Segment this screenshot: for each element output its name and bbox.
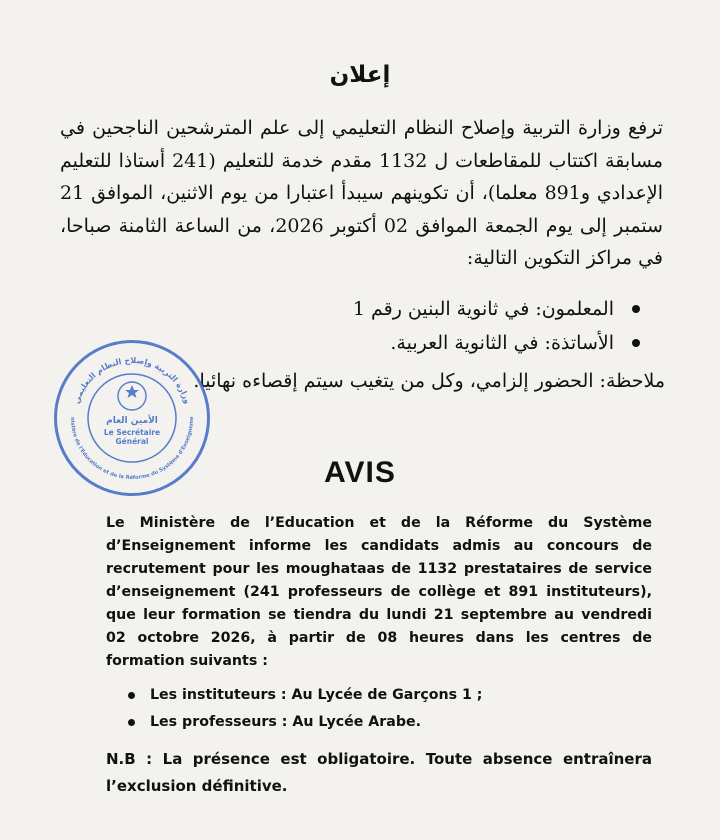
bullet-icon [128, 719, 135, 726]
arabic-note: ملاحظة: الحضور إلزامي، وكل من يتغيب سيتم إقصاءه نهائيا. [193, 370, 665, 392]
stamp-ring-french: nistère de l'Education et de la Réforme du Système d'Enseigneme [68, 416, 196, 482]
french-paragraph: Le Ministère de l’Education et de la Réforme du Système d’Enseignement informe les candidats admis au concours de recrutement pour les moughataas de 1132 prestataires de service d’enseignement (241 professeurs de collège et 891 instituteurs), que leur formation se tiendra du lundi 21 septembre au vendredi 02 octobre 2026, à partir de 08 heures dans les centres de formation suivants : [106, 515, 652, 669]
list-item-text: المعلمون: في ثانوية البنين رقم 1 [352, 298, 614, 320]
stamp-center-french-2: Général [115, 437, 149, 446]
national-emblem-icon [118, 382, 146, 410]
french-note: N.B : La présence est obligatoire. Toute absence entraînera l’exclusion définitive. [106, 750, 652, 795]
list-item-text: Les instituteurs : Au Lycée de Garçons 1 ; [150, 687, 483, 703]
stamp-ring-arabic: وزارة التربية وإصلاح النظام التعليمي [71, 355, 192, 405]
bullet-icon [632, 305, 640, 313]
bullet-icon [128, 692, 135, 699]
list-item [330, 292, 640, 326]
arabic-title: إعلان [329, 62, 391, 88]
list-item [330, 326, 640, 360]
list-item-text: Les professeurs : Au Lycée Arabe. [150, 714, 422, 730]
arabic-paragraph: ترفع وزارة التربية وإصلاح النظام التعليمي إلى علم المترشحين الناجحين في مسابقة اكتتاب للمقاطعات ل 1132 مقدم خدمة للتعليم (241 أستاذا للتعليم الإعدادي و891 معلما)، أن تكوينهم سيبدأ اعتبارا من يوم الاثنين، الموافق 21 ستمبر إلى يوم الجمعة الموافق 02 أكتوبر 2026، من الساعة الثامنة صباحا، في مراكز التكوين التالية: [60, 117, 664, 269]
svg-text:وزارة التربية وإصلاح النظام ال [72, 356, 192, 405]
list-item [128, 682, 628, 709]
list-item-text: الأساتذة: في الثانوية العربية. [390, 332, 614, 354]
stamp-center-arabic: الأمين العام [106, 416, 158, 426]
stamp-center-french-1: Le Secrétaire [103, 428, 161, 437]
list-item [128, 709, 628, 736]
bullet-icon [632, 339, 640, 347]
arabic-center-list [330, 292, 640, 360]
french-title: AVIS [324, 456, 396, 489]
french-center-list [128, 682, 628, 736]
